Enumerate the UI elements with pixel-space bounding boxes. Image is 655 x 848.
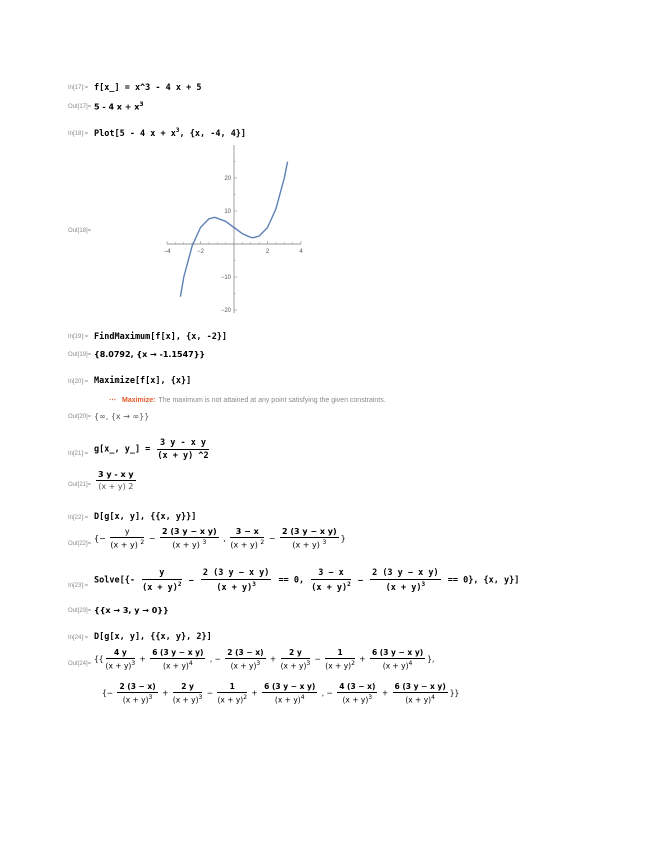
- input-label: In[18]:=: [68, 131, 89, 137]
- input-label: In[23]:=: [68, 583, 89, 589]
- input-cell-21[interactable]: g[x_, y_] = $\frac{\text{3 y - x y}}{(x + y) \^{}2}$: [94, 438, 209, 461]
- message-text: The maximum is not attained at any point satisfying the given constraints.: [158, 397, 386, 404]
- output-label: Out[20]=: [68, 414, 92, 420]
- output-label: Out[17]=: [68, 104, 92, 110]
- y-tick-label: −10: [220, 275, 231, 281]
- input-cell-20[interactable]: Maximize[f[x], {x}]: [94, 376, 192, 386]
- output-cell-23: {{x → 3, y → 0}}: [94, 606, 169, 615]
- message-cell: [109, 396, 386, 404]
- x-tick-label: −4: [163, 249, 171, 255]
- input-label: In[21]:=: [68, 451, 89, 457]
- output-label: Out[19]=: [68, 352, 92, 358]
- message-tag[interactable]: Maximize:: [122, 397, 156, 404]
- y-tick-label: −20: [220, 308, 231, 314]
- output-cell-24-row-2: {− $\frac{2 (3 - x)}{(x + y)^3}$ + $\frac{2 y}{(x + y)^3}$ − $\frac{1}{(x + y)^2}$ + $\frac{\text{6 (3 y − x y)}}{(x + y)^4}$ , − $\frac{4 (3 - x)}{(x + y)^3}$ + $\frac{\text{6 (3 y − x y)}}{(x + y)^4}$ }}: [102, 682, 460, 705]
- x-tick-label: 2: [265, 249, 270, 255]
- input-label: In[17]:=: [68, 85, 89, 91]
- output-cell-17: 5 - 4 $x + x^3$: [94, 101, 144, 112]
- input-cell-17[interactable]: f[x_] = x^3 - 4 x + 5: [94, 83, 202, 93]
- output-cell-21: $\frac{\text{3 y - x y}}{(x + y) 2}$: [98, 470, 134, 491]
- output-cell-24-row-1: {{ $\frac{4 y}{(x + y)^3}$ + $\frac{\text{6 (3 y − x y)}}{(x + y)^4}$ , − $\frac{2 (3 - x)}{(x + y)^3}$ + $\frac{2 y}{(x + y)^3}$ − $\frac{1}{(x + y)^2}$ + $\frac{\text{6 (3 y − x y)}}{(x + y)^4}$ },: [94, 648, 435, 671]
- x-tick-label: 4: [299, 249, 303, 255]
- input-cell-19[interactable]: FindMaximum[f[x], {x, -2}]: [94, 332, 228, 342]
- input-cell-18[interactable]: Plot[5 - 4 $x + x^3$, {x, -4, 4}]: [94, 127, 247, 139]
- output-label: Out[22]=: [68, 541, 92, 547]
- y-tick-label: 20: [224, 176, 231, 182]
- output-label: Out[23]=: [68, 608, 92, 614]
- input-label: In[22]:=: [68, 515, 89, 521]
- message-menu-icon[interactable]: ⋯: [109, 397, 116, 404]
- output-cell-19: {8.0792, {x → -1.1547}}: [94, 350, 206, 359]
- x-tick-label: −2: [197, 249, 204, 255]
- output-cell-20: {∞, {x → ∞}}: [94, 412, 150, 421]
- output-label: Out[21]=: [68, 482, 92, 488]
- function-plot[interactable]: [90, 140, 380, 320]
- input-label: In[24]:=: [68, 635, 89, 641]
- output-label: Out[18]=: [68, 228, 92, 234]
- input-cell-23[interactable]: Solve[{- $\frac{y}{(x + y)^2}$ − $\frac{\text{2 (3 y − x y)}}{(x + y)^3}$ == 0, $\frac{3 - x}{(x + y)^2}$ − $\frac{\text{2 (3 y − x y)}}{(x + y)^3}$ == 0}, {x, y}]: [94, 568, 520, 593]
- output-label: Out[24]=: [68, 661, 92, 667]
- input-cell-22[interactable]: D[g[x, y], {{x, y}}]: [94, 512, 197, 522]
- input-label: In[20]:=: [68, 379, 89, 385]
- input-label: In[19]:=: [68, 334, 89, 340]
- input-cell-24[interactable]: D[g[x, y], {{x, y}, 2}]: [94, 632, 212, 642]
- output-cell-22: {− $\frac{y}{(x + y) ^2}$ − $\frac{\text{2 (3 y − x y)}}{(x + y) ^3}$ , $\frac{3 - x}{(x + y) ^2}$ − $\frac{\text{2 (3 y − x y)}}{(x + y) ^3}$ }: [94, 527, 346, 550]
- y-tick-label: 10: [224, 209, 231, 215]
